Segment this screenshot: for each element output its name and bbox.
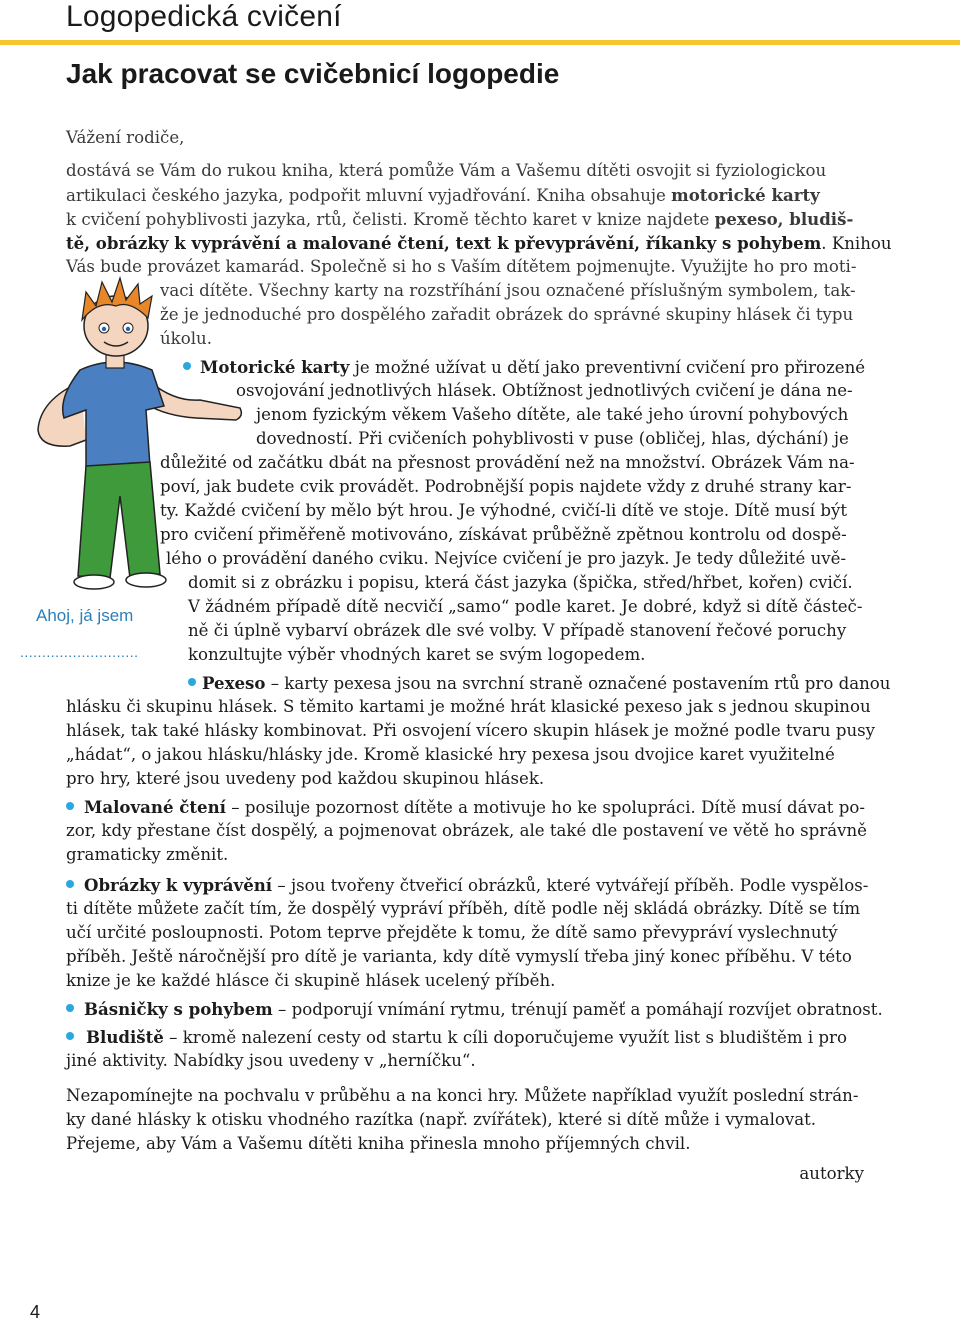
motoricke-line-13: konzultujte výběr vhodných karet se svým logopedem. xyxy=(188,645,646,664)
motoricke-line-12: ně či úplně vybarví obrázek dle své volby. V případě stanovení řečové poruchy xyxy=(188,621,847,640)
motoricke-line-1: Motorické karty je možné užívat u dětí jako preventivní cvičení pro přirozené xyxy=(200,357,866,377)
pexeso-line-2: hlásku či skupinu hlásek. S těmito kartami je možné hrát klasické pexeso jak s jednou skupinou xyxy=(66,697,871,716)
motoricke-line-9: lého o provádění daného cviku. Nejvíce cvičení je pro jazyk. Je tedy důležité uvě- xyxy=(166,549,847,568)
name-blank-line: ........................... xyxy=(20,644,139,660)
bullet-icon xyxy=(188,678,196,686)
motoricke-line-10: domit si z obrázku i popisu, která část jazyka (špička, střed/hřbet, kořen) cvičí. xyxy=(188,573,853,592)
motoricke-line-5: důležité od začátku dbát na přesnost provádění než na množství. Obrázek Vám na- xyxy=(160,453,855,472)
obrazky-line-3: učí určité posloupnosti. Potom teprve přejděte k tomu, že dítě samo převypráví vyslechnutý xyxy=(66,923,838,942)
obrazky-line-1: Obrázky k vyprávění – jsou tvořeny čtveřicí obrázků, které vytvářejí příběh. Podle vyspělos- xyxy=(84,875,869,895)
obrazky-line-2: ti dítěte můžete začít tím, že dospělý vypráví příběh, dítě podle něj skládá obrázky. Dítě se tím xyxy=(66,899,861,918)
intro-line-4: tě, obrázky k vyprávění a malované čtení, text k převyprávění, říkanky s pohybem. Knihou xyxy=(66,233,892,253)
pexeso-line-3: hlásek, tak také hlásky kombinovat. Při osvojení vícero skupin hlásek je možné podle tvaru pusy xyxy=(66,721,876,740)
obrazky-line-4: příběh. Ještě náročnější pro dítě je varianta, kdy dítě vymyslí třeba jiný konec příběhu. V této xyxy=(66,947,852,966)
page-title: Logopedická cvičení xyxy=(66,0,342,33)
bullet-icon xyxy=(183,362,191,370)
page-number: 4 xyxy=(30,1302,41,1322)
basnicky-line-1: Básničky s pohybem – podporují vnímání rytmu, trénují paměť a pomáhají rozvíjet obratnost. xyxy=(84,999,883,1019)
intro-line-7: že je jednoduché pro dospělého zařadit obrázek do správné skupiny hlásek či typu xyxy=(160,305,854,324)
bullet-icon xyxy=(66,1004,74,1012)
bludiste-line-1: Bludiště – kromě nalezení cesty od startu k cíli doporučujeme využít list s bludištěm i pro xyxy=(86,1027,847,1047)
intro-line-3: k cvičení pohyblivosti jazyka, rtů, čelisti. Kromě těchto karet v knize najdete pexeso, bludiš- xyxy=(66,209,854,229)
bullet-icon xyxy=(66,1032,74,1040)
bludiste-line-2: jiné aktivity. Nabídky jsou uvedeny v „herníčku“. xyxy=(66,1051,476,1070)
intro-line-6: vaci dítěte. Všechny karty na rozstříhání jsou označené příslušným symbolem, tak- xyxy=(160,281,856,300)
bullet-icon xyxy=(66,880,74,888)
intro-line-8: úkolu. xyxy=(160,329,213,348)
motoricke-line-11: V žádném případě dítě necvičí „samo“ podle karet. Je dobré, když si dítě částeč- xyxy=(188,597,863,616)
header-rule xyxy=(0,40,960,45)
pexeso-line-1: Pexeso – karty pexesa jsou na svrchní straně označené postavením rtů pro danou xyxy=(202,673,891,693)
boy-pants xyxy=(78,462,160,578)
speech-text: Ahoj, já jsem xyxy=(36,606,134,625)
greeting: Vážení rodiče, xyxy=(66,128,185,147)
motoricke-line-8: pro cvičení přiměřeně motivováno, získávat průběžně zpětnou kontrolu od dospě- xyxy=(160,525,847,544)
closing-line-3: Přejeme, aby Vám a Vašemu dítěti kniha přinesla mnoho příjemných chvil. xyxy=(66,1134,691,1153)
boy-left-shoe xyxy=(74,575,114,589)
motoricke-line-3: jenom fyzickým věkem Vašeho dítěte, ale také jeho úrovní pohybových xyxy=(256,405,849,424)
closing-line-2: ky dané hlásky k otisku vhodného razítka (např. zvířátek), které si dítě může i vymalovat. xyxy=(66,1110,817,1129)
signature: autorky xyxy=(799,1164,864,1183)
pexeso-line-5: pro hry, které jsou uvedeny pod každou skupinou hlásek. xyxy=(66,769,545,788)
intro-line-1: dostává se Vám do rukou kniha, která pomůže Vám a Vašemu dítěti osvojit si fyziologickou xyxy=(66,161,827,180)
boy-right-shoe xyxy=(126,573,166,587)
intro-line-5: Vás bude provázet kamarád. Společně si ho s Vaším dítětem pojmenujte. Využijte ho pro moti- xyxy=(66,257,857,276)
motoricke-line-2: osvojování jednotlivých hlásek. Obtížnost jednotlivých cvičení je dána ne- xyxy=(236,381,853,400)
section-heading: Jak pracovat se cvičebnicí logopedie xyxy=(66,58,560,89)
malovane-line-2: zor, kdy přestane číst dospělý, a pojmenovat obrázek, ale také dle postavení ve větě ho správně xyxy=(66,821,867,840)
malovane-line-3: gramaticky změnit. xyxy=(66,845,229,864)
bullet-icon xyxy=(66,802,74,810)
closing-line-1: Nezapomínejte na pochvalu v průběhu a na konci hry. Můžete například využít poslední strán- xyxy=(66,1086,859,1105)
malovane-line-1: Malované čtení – posiluje pozornost dítěte a motivuje ho ke spolupráci. Dítě musí dávat po- xyxy=(84,797,865,817)
intro-line-2: artikulaci českého jazyka, podpořit mluvní vyjadřování. Kniha obsahuje motorické karty xyxy=(66,185,820,205)
obrazky-line-5: knize je ke každé hlásce či skupině hlásek ucelený příběh. xyxy=(66,971,556,990)
page-header xyxy=(0,0,960,46)
motoricke-line-4: dovedností. Při cvičeních pohyblivosti v puse (obličej, hlas, dýchání) je xyxy=(256,429,849,448)
motoricke-line-7: ty. Každé cvičení by mělo být hrou. Je výhodné, cvičí-li dítě ve stoje. Dítě musí být xyxy=(160,501,848,520)
pexeso-line-4: „hádat“, o jakou hlásku/hlásky jde. Kromě klasické hry pexesa jsou dvojice karet využitelné xyxy=(66,745,835,764)
motoricke-line-6: poví, jak budete cvik provádět. Podrobnější popis najdete vždy z druhé strany kar- xyxy=(160,477,852,496)
